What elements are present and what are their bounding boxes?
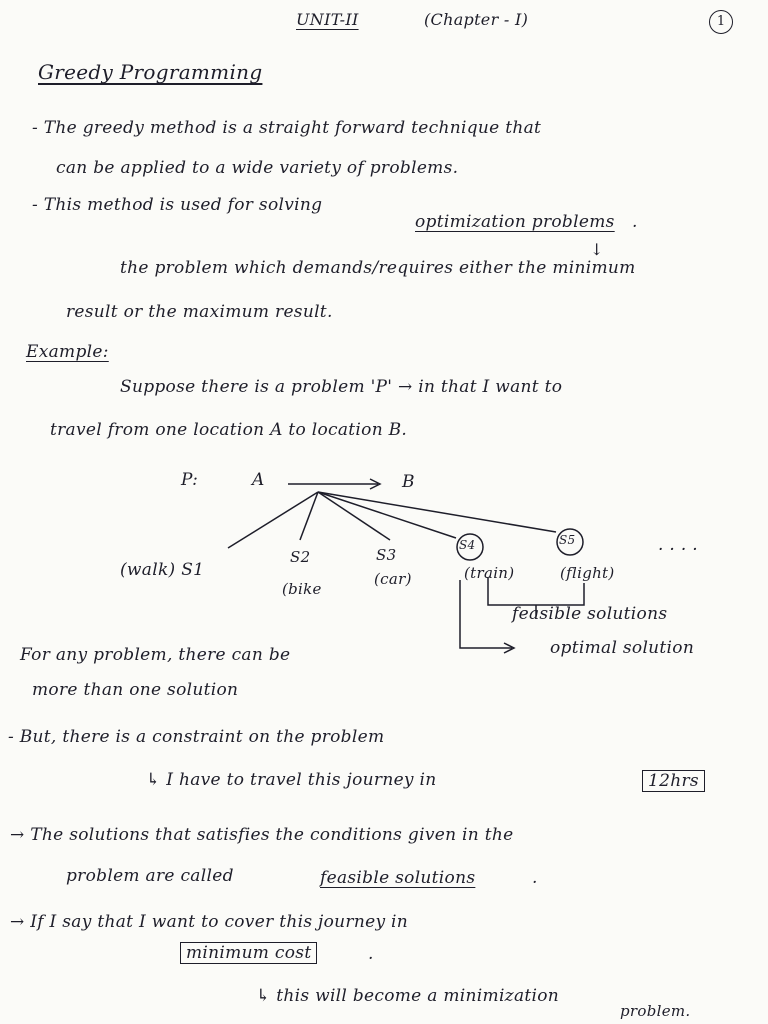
example-heading: Example: [26,342,109,362]
branch-s4 [318,492,456,538]
solution-s4: S4 [459,538,476,552]
minimum-cost-box: minimum cost [180,942,317,964]
solution-s3: S3 [376,546,397,564]
solution-s5: S5 [559,533,576,547]
text-line: the problem which demands/requires either the minimum [120,258,636,278]
text-line: → The solutions that satisfies the conditions given in the [10,825,514,845]
chapter-label: (Chapter - I) [424,10,529,29]
solution-s4-label: (train) [464,564,515,582]
text-line: - The greedy method is a straight forward technique that [32,118,542,138]
branch-s5 [318,492,556,532]
text-line: - But, there is a constraint on the problem [8,727,385,747]
solution-s2-label: (bike [282,580,322,598]
text-line: problem. [620,1002,691,1020]
text-line: more than one solution [32,680,239,700]
text-line: result or the maximum result. [66,302,333,322]
punctuation: . [368,944,374,964]
text-line: - This method is used for solving [32,195,323,215]
down-arrow: ↓ [590,240,604,259]
feasible-solutions-label: feasible solutions [512,604,668,624]
more-solutions-dots: · · · · [658,540,698,560]
text-line: ↳ this will become a minimization [256,986,560,1006]
text-line: → If I say that I want to cover this journey in [10,912,409,932]
time-constraint-box: 12hrs [642,770,705,792]
text-line: problem are called [66,866,234,886]
node-b: B [402,472,415,492]
text-line: can be applied to a wide variety of problems. [56,158,459,178]
feasible-solutions-term: feasible solutions [320,868,476,888]
solution-s3-label: (car) [374,570,412,588]
unit-title: UNIT-II [296,10,359,29]
node-a: A [252,470,265,490]
punctuation: . [532,868,538,888]
text-line: travel from one location A to location B. [50,420,408,440]
page-heading: Greedy Programming [38,60,263,84]
branch-s2 [300,492,318,540]
punctuation: . [632,212,638,232]
text-line: ↳ I have to travel this journey in [146,770,437,790]
optimal-pointer [460,580,512,648]
solution-s5-label: (flight) [560,564,615,582]
optimization-term: optimization problems [415,212,615,232]
page-number: 1 [709,10,733,34]
branch-s1 [228,492,318,548]
text-line: Suppose there is a problem 'P' → in that I want to [120,377,563,397]
solution-s2: S2 [290,548,311,566]
text-line: For any problem, there can be [20,645,291,665]
solution-s1: (walk) S1 [120,560,205,580]
problem-label: P: [181,470,199,490]
optimal-solution-label: optimal solution [550,638,695,658]
branch-s3 [318,492,390,540]
